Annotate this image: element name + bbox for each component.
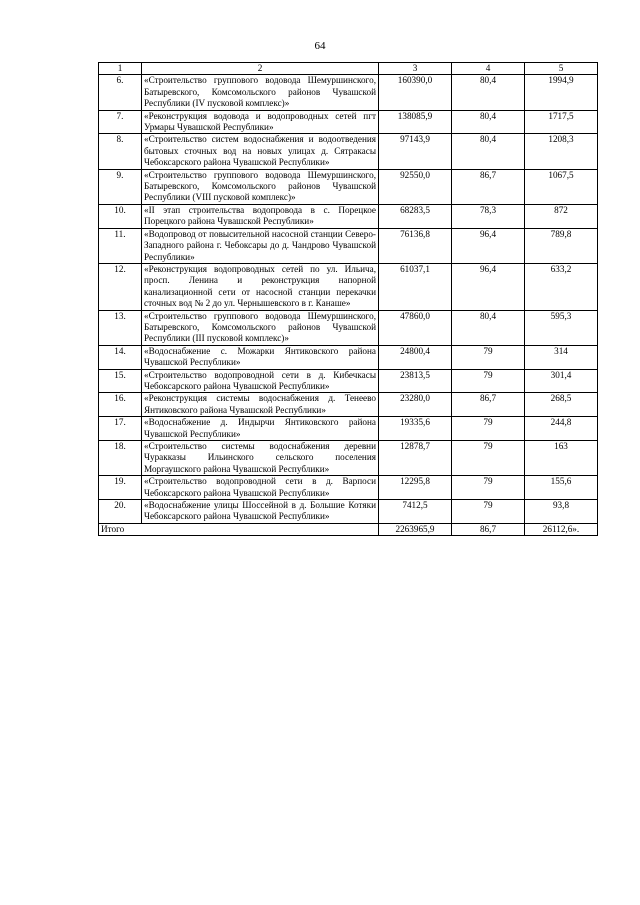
row-description: «Водоснабжение д. Индырчи Янтиковского района Чувашской Республики» <box>142 417 379 441</box>
row-description: «Строительство группового водовода Шемуршинского, Батыревского, Комсомольского районов Чувашской Республики (III пусковой комплекс)» <box>142 310 379 345</box>
row-number: 16. <box>99 393 142 417</box>
total-row <box>99 523 598 535</box>
row-description: «Реконструкция водопроводных сетей по ул. Ильича, просп. Ленина и реконструкция напорной канализационной сети от насосной станции перекачки сточных вод № 2 до ул. Чернышевского в г. Канаше» <box>142 263 379 310</box>
row-number: 13. <box>99 310 142 345</box>
row-number: 20. <box>99 500 142 524</box>
row-value-col5: 1067,5 <box>525 169 598 204</box>
row-description: «Строительство группового водовода Шемуршинского, Батыревского, Комсомольского районов Чувашской Республики (IV пусковой комплекс)» <box>142 75 379 110</box>
header-col-4: 4 <box>452 63 525 75</box>
row-value-col4: 79 <box>452 345 525 369</box>
row-number: 18. <box>99 441 142 476</box>
row-value-col3: 12878,7 <box>379 441 452 476</box>
row-value-col4: 80,4 <box>452 134 525 169</box>
total-label: Итого <box>99 523 379 535</box>
row-value-col5: 1208,3 <box>525 134 598 169</box>
row-value-col4: 79 <box>452 417 525 441</box>
table-row <box>99 500 598 524</box>
row-value-col5: 789,8 <box>525 228 598 263</box>
row-description: «Строительство системы водоснабжения деревни Чуракказы Ильинского сельского поселения Моргаушского района Чувашской Республики» <box>142 441 379 476</box>
row-value-col3: 160390,0 <box>379 75 452 110</box>
row-description: «Строительство группового водовода Шемуршинского, Батыревского, Комсомольского районов Чувашской Республики (VIII пусковой комплекс)» <box>142 169 379 204</box>
row-number: 15. <box>99 369 142 393</box>
row-number: 8. <box>99 134 142 169</box>
row-value-col3: 12295,8 <box>379 476 452 500</box>
table-row <box>99 369 598 393</box>
table-row <box>99 393 598 417</box>
table-header-row <box>99 63 598 75</box>
row-value-col4: 96,4 <box>452 228 525 263</box>
row-value-col3: 138085,9 <box>379 110 452 134</box>
table-row <box>99 417 598 441</box>
row-value-col4: 80,4 <box>452 75 525 110</box>
row-number: 12. <box>99 263 142 310</box>
total-value-col5: 26112,6». <box>525 523 598 535</box>
table-row <box>99 204 598 228</box>
row-value-col4: 79 <box>452 441 525 476</box>
header-col-2: 2 <box>142 63 379 75</box>
row-number: 10. <box>99 204 142 228</box>
row-value-col4: 79 <box>452 369 525 393</box>
row-value-col4: 80,4 <box>452 310 525 345</box>
row-description: «Строительство водопроводной сети в д. Кибечкасы Чебоксарского района Чувашской Республики» <box>142 369 379 393</box>
total-value-col3: 2263965,9 <box>379 523 452 535</box>
row-value-col3: 61037,1 <box>379 263 452 310</box>
total-value-col4: 86,7 <box>452 523 525 535</box>
table-row <box>99 228 598 263</box>
row-value-col5: 301,4 <box>525 369 598 393</box>
page-number: 64 <box>314 40 326 52</box>
header-col-5: 5 <box>525 63 598 75</box>
row-value-col5: 93,8 <box>525 500 598 524</box>
row-number: 7. <box>99 110 142 134</box>
row-value-col5: 872 <box>525 204 598 228</box>
row-value-col5: 1994,9 <box>525 75 598 110</box>
row-description: «Реконструкция водовода и водопроводных сетей пгт Урмары Чувашской Республики» <box>142 110 379 134</box>
row-value-col5: 595,3 <box>525 310 598 345</box>
header-col-1: 1 <box>99 63 142 75</box>
row-value-col3: 23813,5 <box>379 369 452 393</box>
row-value-col3: 24800,4 <box>379 345 452 369</box>
row-description: «II этап строительства водопровода в с. Порецкое Порецкого района Чувашской Республики» <box>142 204 379 228</box>
row-value-col3: 19335,6 <box>379 417 452 441</box>
table-body <box>99 63 598 536</box>
row-value-col3: 92550,0 <box>379 169 452 204</box>
row-value-col3: 7412,5 <box>379 500 452 524</box>
row-value-col3: 47860,0 <box>379 310 452 345</box>
row-value-col5: 314 <box>525 345 598 369</box>
investment-table <box>98 62 598 536</box>
table-row <box>99 441 598 476</box>
row-value-col3: 23280,0 <box>379 393 452 417</box>
table-row <box>99 476 598 500</box>
row-value-col4: 96,4 <box>452 263 525 310</box>
row-number: 19. <box>99 476 142 500</box>
row-number: 11. <box>99 228 142 263</box>
row-description: «Строительство систем водоснабжения и водоотведения бытовых сточных вод на новых улицах д. Сятракасы Чебоксарского района Чувашской Республики» <box>142 134 379 169</box>
row-value-col5: 268,5 <box>525 393 598 417</box>
row-value-col5: 1717,5 <box>525 110 598 134</box>
row-description: «Водопровод от повысительной насосной станции Северо-Западного района г. Чебоксары до д. Чандрово Чувашской Республики» <box>142 228 379 263</box>
row-value-col5: 244,8 <box>525 417 598 441</box>
row-number: 6. <box>99 75 142 110</box>
header-col-3: 3 <box>379 63 452 75</box>
row-number: 17. <box>99 417 142 441</box>
row-number: 14. <box>99 345 142 369</box>
row-value-col4: 79 <box>452 500 525 524</box>
row-value-col5: 633,2 <box>525 263 598 310</box>
table-row <box>99 345 598 369</box>
row-value-col3: 68283,5 <box>379 204 452 228</box>
table-row <box>99 134 598 169</box>
row-description: «Водоснабжение с. Можарки Янтиковского района Чувашской Республики» <box>142 345 379 369</box>
row-value-col3: 97143,9 <box>379 134 452 169</box>
row-value-col5: 163 <box>525 441 598 476</box>
row-value-col4: 78,3 <box>452 204 525 228</box>
row-value-col4: 79 <box>452 476 525 500</box>
table-row <box>99 169 598 204</box>
row-description: «Водоснабжение улицы Шоссейной в д. Большие Котяки Чебоксарского района Чувашской Республики» <box>142 500 379 524</box>
row-value-col3: 76136,8 <box>379 228 452 263</box>
table-row <box>99 263 598 310</box>
row-description: «Реконструкция системы водоснабжения д. Тенеево Янтиковского района Чувашской Республики» <box>142 393 379 417</box>
table-row <box>99 310 598 345</box>
row-number: 9. <box>99 169 142 204</box>
table-row <box>99 110 598 134</box>
row-value-col4: 80,4 <box>452 110 525 134</box>
row-value-col4: 86,7 <box>452 169 525 204</box>
table-row <box>99 75 598 110</box>
row-description: «Строительство водопроводной сети в д. Варпоси Чебоксарского района Чувашской Республики» <box>142 476 379 500</box>
row-value-col5: 155,6 <box>525 476 598 500</box>
row-value-col4: 86,7 <box>452 393 525 417</box>
